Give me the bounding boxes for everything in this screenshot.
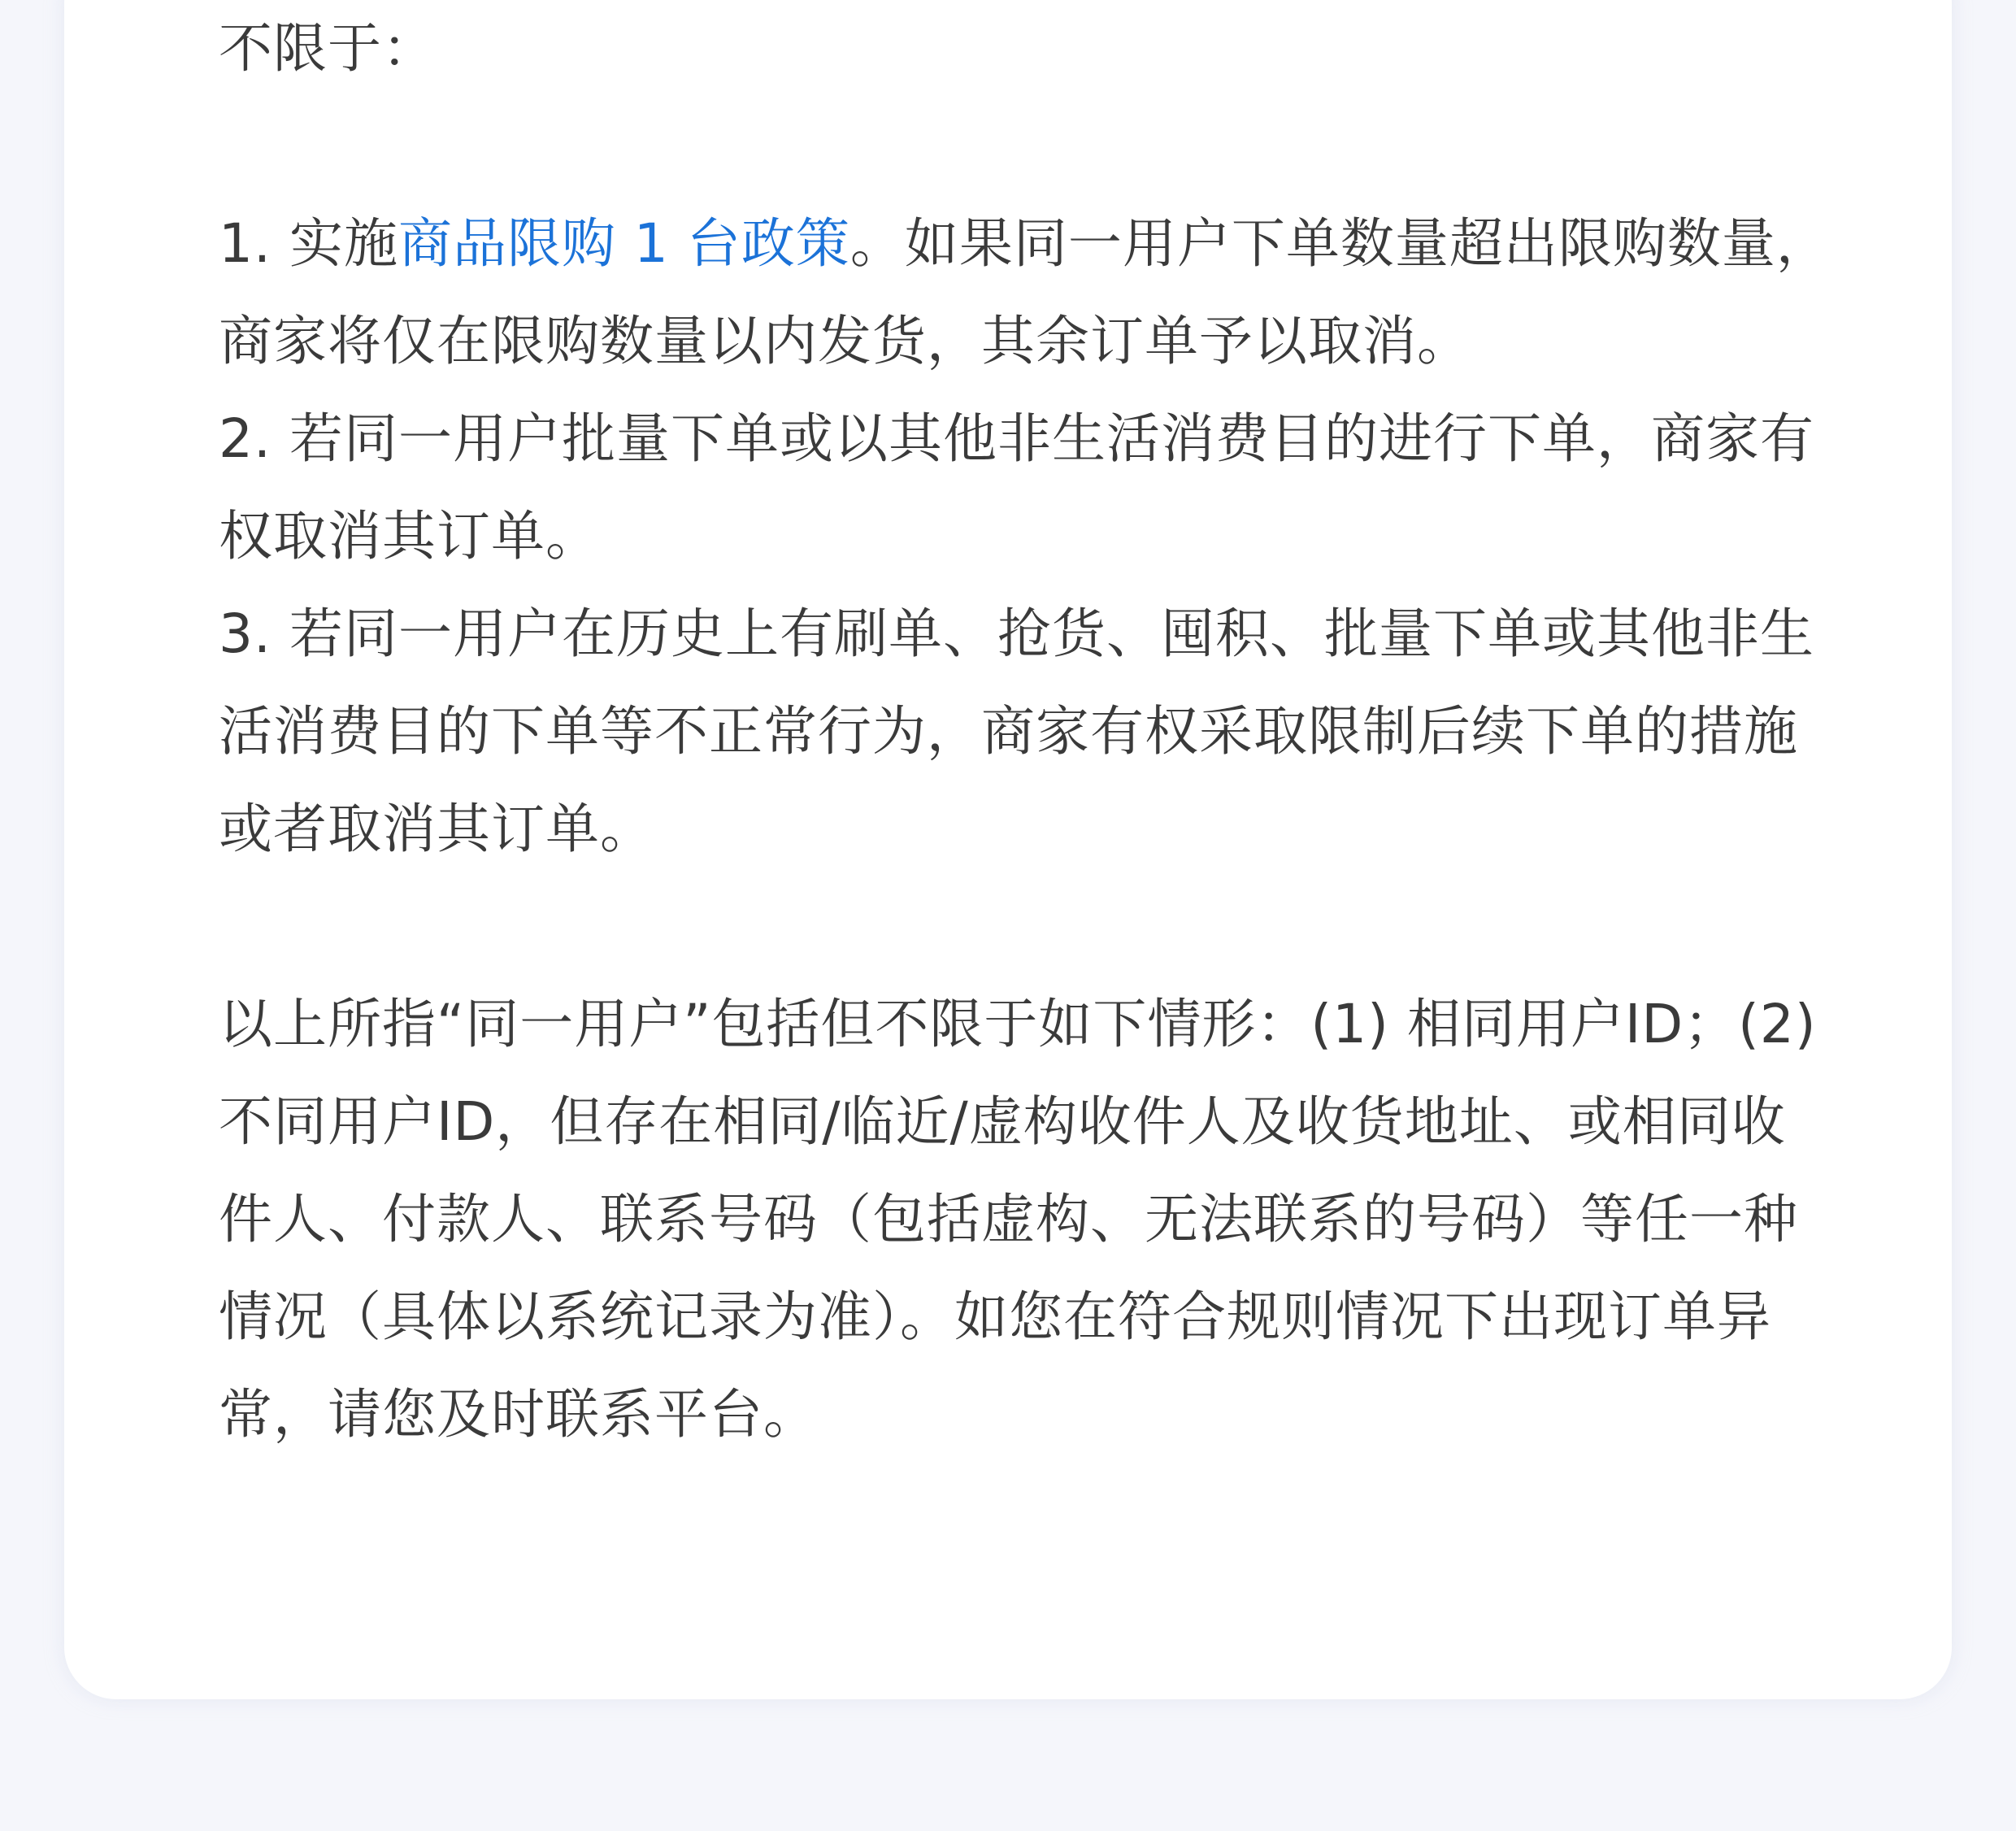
rule-1-line-1	[219, 195, 1934, 293]
intro-line-2: 不限于：	[219, 17, 437, 80]
note-line-5: 常，请您及时联系平台。	[219, 1383, 818, 1446]
purchase-limit-link[interactable]: 商品限购 1 台政策	[398, 212, 850, 275]
rule-1-line-2: 商家将仅在限购数量以内发货，其余订单予以取消。	[219, 310, 1471, 372]
rule-3-line-3: 或者取消其订单。	[219, 798, 654, 860]
rule-1-rest: 。如果同一用户下单数量超出限购数量，	[849, 212, 1831, 275]
rules-card	[64, 0, 1952, 1699]
rule-1-number: 1.	[219, 212, 289, 275]
rule-2-line-2: 权取消其订单。	[219, 505, 600, 568]
rules-text-block	[219, 0, 1934, 1463]
rule-1-prefix: 实施	[289, 212, 398, 275]
note-line-4: 情况（具体以系统记录为准）。如您在符合规则情况下出现订单异	[219, 1285, 1771, 1348]
rule-3-line-2: 活消费目的下单等不正常行为，商家有权采取限制后续下单的措施	[219, 700, 1798, 763]
rule-2-line-1: 2. 若同一用户批量下单或以其他非生活消费目的进行下单，商家有	[219, 407, 1814, 470]
note-line-2: 不同用户ID，但存在相同/临近/虚构收件人及收货地址、或相同收	[219, 1090, 1786, 1153]
rule-3-line-1: 3. 若同一用户在历史上有刷单、抢货、囤积、批量下单或其他非生	[219, 602, 1814, 665]
paragraph-spacer	[219, 878, 1934, 976]
note-line-3: 件人、付款人、联系号码（包括虚构、无法联系的号码）等任一种	[219, 1188, 1798, 1250]
paragraph-spacer	[219, 98, 1934, 195]
note-line-1: 以上所指“同一用户”包括但不限于如下情形：(1) 相同用户ID；(2)	[219, 993, 1817, 1055]
